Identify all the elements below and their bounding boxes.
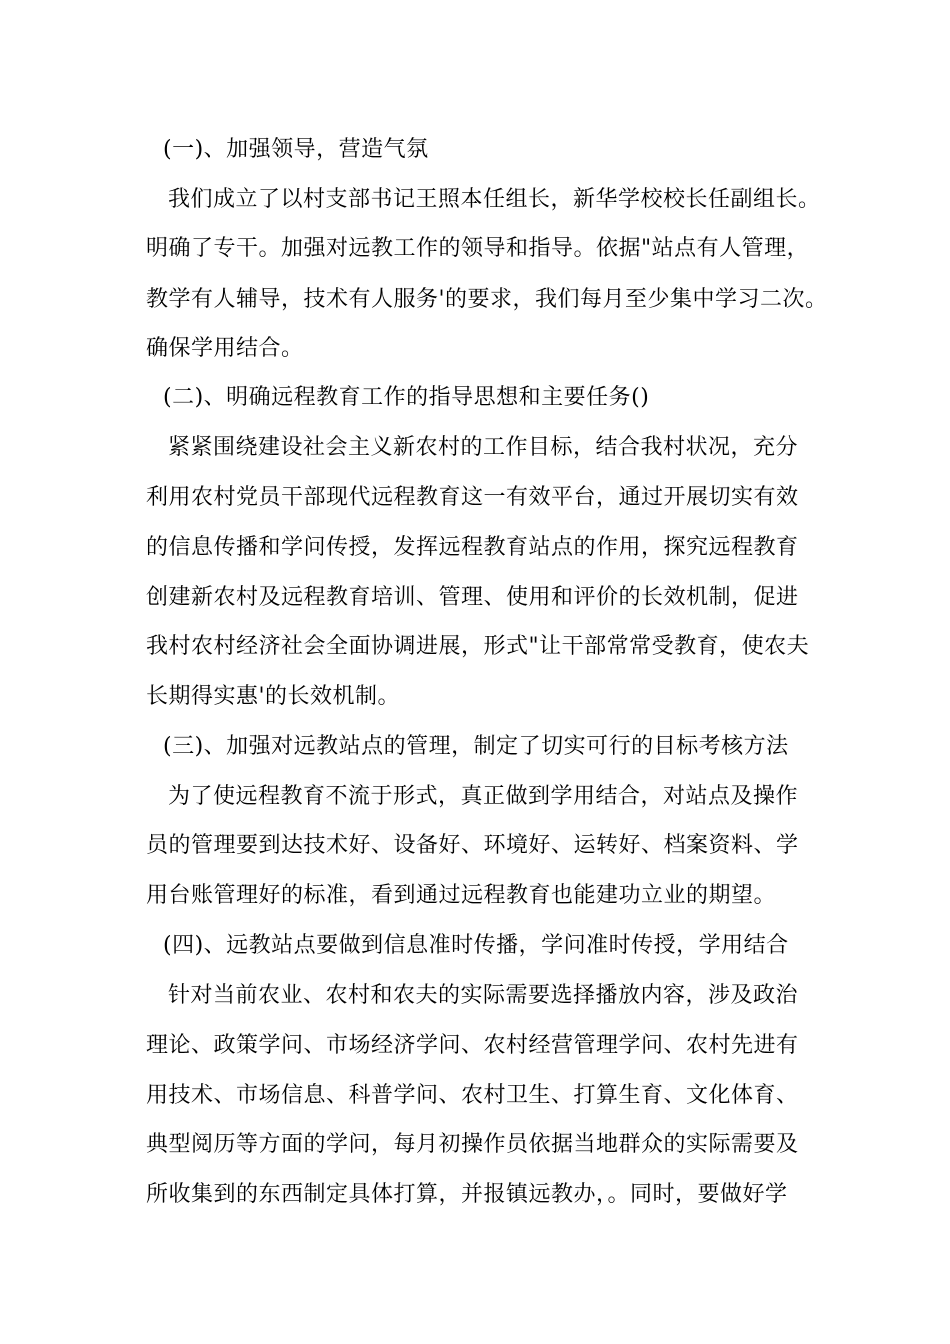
paragraph-line: 利用农村党员干部现代远程教育这一有效平台，通过开展切实有效 [146,485,799,510]
paragraph-line: 紧紧围绕建设社会主义新农村的工作目标，结合我村状况，充分 [168,435,799,460]
paragraph-line: 所收集到的东西制定具体打算，并报镇远教办，。同时，要做好学 [146,1182,788,1207]
paragraph-line: 典型阅历等方面的学问，每月初操作员依据当地群众的实际需要及 [146,1132,799,1157]
section-heading-1: (一)、加强领导，营造气氛 [163,137,429,162]
paragraph-line: 的信息传播和学问传授，发挥远程教育站点的作用，探究远程教育 [146,535,799,560]
paragraph-line: 我村农村经济社会全面协调进展，形式"让干部常常受教育，使农夫 [146,634,810,659]
section-heading-3: (三)、加强对远教站点的管理，制定了切实可行的目标考核方法 [163,734,789,759]
paragraph-line: 员的管理要到达技术好、设备好、环境好、运转好、档案资料、学 [146,833,799,858]
paragraph-line: 长期得实惠'的长效机制。 [146,684,401,709]
paragraph-line: 教学有人辅导，技术有人服务'的要求，我们每月至少集中学习二次。 [146,287,828,312]
paragraph-line: 针对当前农业、农村和农夫的实际需要选择播放内容，涉及政治 [168,983,799,1008]
paragraph-line: 明确了专干。加强对远教工作的领导和指导。依据"站点有人管理， [146,236,810,261]
paragraph-line: 为了使远程教育不流于形式，真正做到学用结合，对站点及操作 [168,784,799,809]
paragraph-line: 我们成立了以村支部书记王照本任组长，新华学校校长任副组长。 [168,187,821,212]
paragraph-line: 用台账管理好的标准，看到通过远程教育也能建功立业的期望。 [146,883,777,908]
paragraph-line: 理论、政策学问、市场经济学问、农村经营管理学问、农村先进有 [146,1033,799,1058]
section-heading-2: (二)、明确远程教育工作的指导思想和主要任务() [163,385,650,410]
section-heading-4: (四)、远教站点要做到信息准时传播，学问准时传授，学用结合 [163,933,789,958]
paragraph-line: 创建新农村及远程教育培训、管理、使用和评价的长效机制，促进 [146,585,799,610]
paragraph-line: 确保学用结合。 [146,336,304,361]
paragraph-line: 用技术、市场信息、科普学问、农村卫生、打算生育、文化体育、 [146,1083,799,1108]
